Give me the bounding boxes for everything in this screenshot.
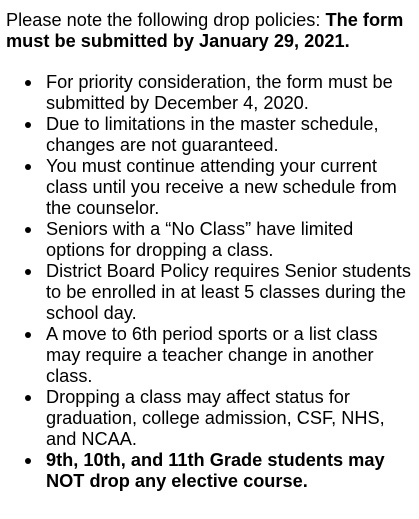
policy-item bbox=[46, 72, 413, 114]
policy-item bbox=[46, 156, 413, 219]
policy-item bbox=[46, 114, 413, 156]
policy-item bbox=[46, 387, 413, 450]
policy-text: Due to limitations in the master schedule, changes are not guaranteed. bbox=[46, 114, 379, 155]
policy-item bbox=[46, 261, 413, 324]
policy-list bbox=[6, 72, 413, 492]
policy-text: Seniors with a “No Class” have limited options for dropping a class. bbox=[46, 219, 354, 260]
intro-paragraph bbox=[6, 10, 413, 52]
policy-item-elective-restriction bbox=[46, 450, 413, 492]
policy-item bbox=[46, 324, 413, 387]
policy-text: A move to 6th period sports or a list class may require a teacher change in another class. bbox=[46, 324, 378, 386]
policy-item bbox=[46, 219, 413, 261]
policy-text: District Board Policy requires Senior students to be enrolled in at least 5 classes during the school day. bbox=[46, 261, 411, 323]
policy-text: You must continue attending your current class until you receive a new schedule from the counselor. bbox=[46, 156, 397, 218]
intro-deadline: The form must be submitted by January 29, 2021. bbox=[6, 10, 404, 51]
policy-text: Dropping a class may affect status for graduation, college admission, CSF, NHS, and NCAA. bbox=[46, 387, 385, 449]
policy-text: 9th, 10th, and 11th Grade students may NOT drop any elective course. bbox=[46, 450, 385, 491]
intro-lead: Please note the following drop policies: bbox=[6, 10, 326, 30]
policy-text: For priority consideration, the form must be submitted by December 4, 2020. bbox=[46, 72, 393, 113]
